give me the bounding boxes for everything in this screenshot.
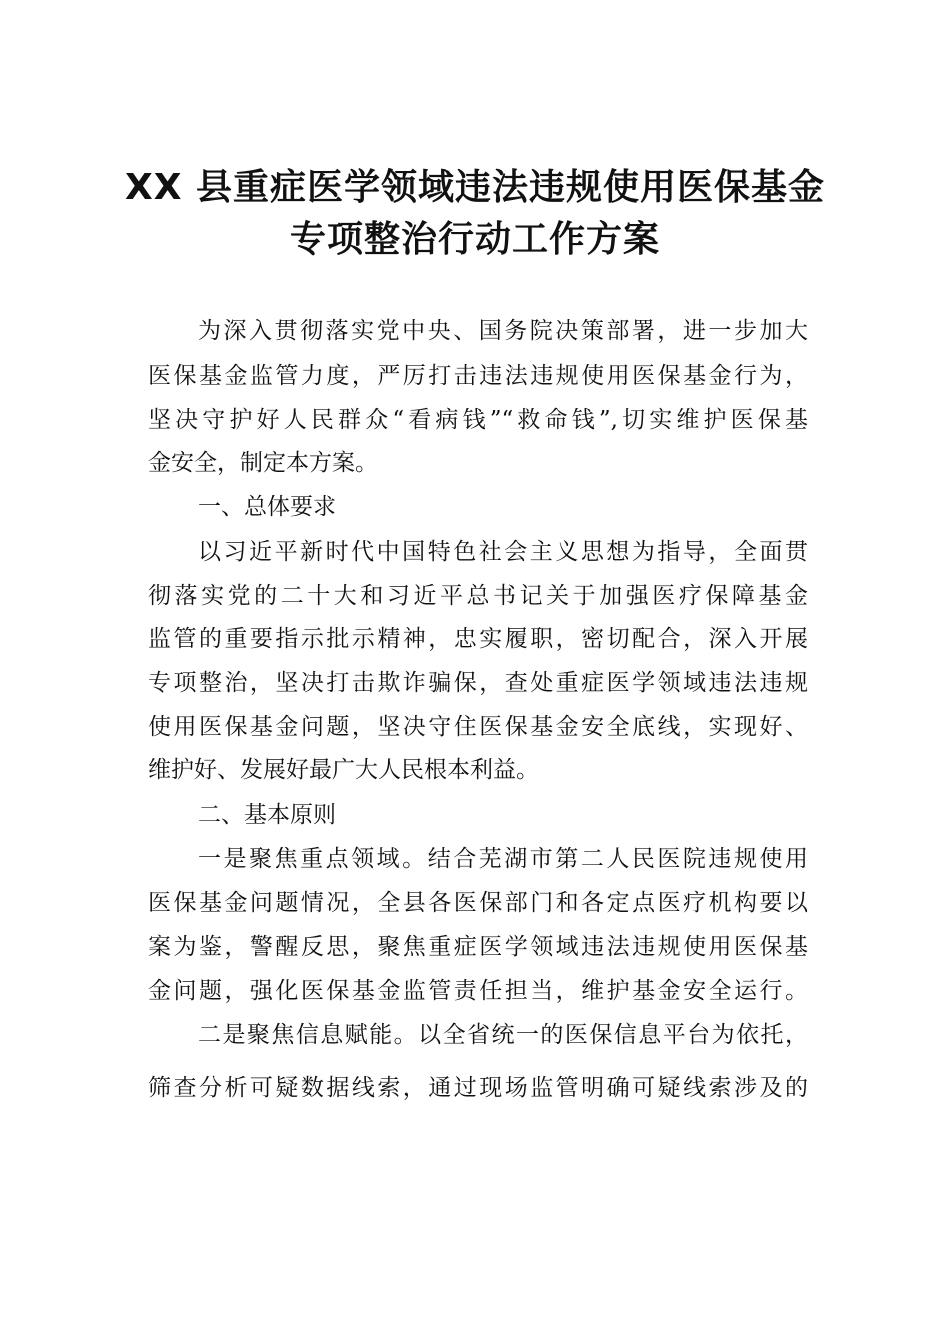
intro-paragraph-line: 医保基金监管力度，严厉打击违法违规使用医保基金行为， xyxy=(148,363,808,389)
intro-paragraph-line: 坚决守护好人民群众“看病钱”“救命钱”,切实维护医保基 xyxy=(148,407,808,433)
basic-principles-paragraph-line: 金问题，强化医保基金监管责任担当，维护基金安全运行。 xyxy=(148,978,808,1004)
general-requirements-paragraph-line: 彻落实党的二十大和习近平总书记关于加强医疗保障基金 xyxy=(148,583,808,609)
basic-principles-paragraph-line: 二是聚焦信息赋能。以全省统一的医保信息平台为依托， xyxy=(198,1022,808,1048)
basic-principles-paragraph-line: 案为鉴，警醒反思，聚焦重症医学领域违法违规使用医保基 xyxy=(148,934,808,960)
basic-principles-paragraph-line: 医保基金问题情况，全县各医保部门和各定点医疗机构要以 xyxy=(148,890,808,916)
basic-principles-paragraph-line: 筛查分析可疑数据线索，通过现场监管明确可疑线索涉及的 xyxy=(148,1075,808,1101)
basic-principles-paragraph-line: 一是聚焦重点领域。结合芜湖市第二人民医院违规使用 xyxy=(198,846,808,872)
intro-paragraph-line: 为深入贯彻落实党中央、国务院决策部署，进一步加大 xyxy=(198,318,808,344)
document-title-line-2: 专项整治行动工作方案 xyxy=(289,219,660,260)
section-heading-basic-principles: 二、基本原则 xyxy=(198,802,336,828)
intro-paragraph-line: 金安全，制定本方案。 xyxy=(148,450,378,476)
general-requirements-paragraph-line: 维护好、发展好最广大人民根本利益。 xyxy=(148,757,539,783)
general-requirements-paragraph-line: 专项整治，坚决打击欺诈骗保，查处重症医学领域违法违规 xyxy=(148,670,808,696)
general-requirements-paragraph-line: 使用医保基金问题，坚决守住医保基金安全底线，实现好、 xyxy=(148,714,808,740)
section-heading-general-requirements: 一、总体要求 xyxy=(198,494,336,520)
general-requirements-paragraph-line: 以习近平新时代中国特色社会主义思想为指导，全面贯 xyxy=(198,539,808,565)
general-requirements-paragraph-line: 监管的重要指示批示精神，忠实履职，密切配合，深入开展 xyxy=(148,626,808,652)
document-title-line-1: XX 县重症医学领域违法违规使用医保基金 xyxy=(124,167,826,208)
